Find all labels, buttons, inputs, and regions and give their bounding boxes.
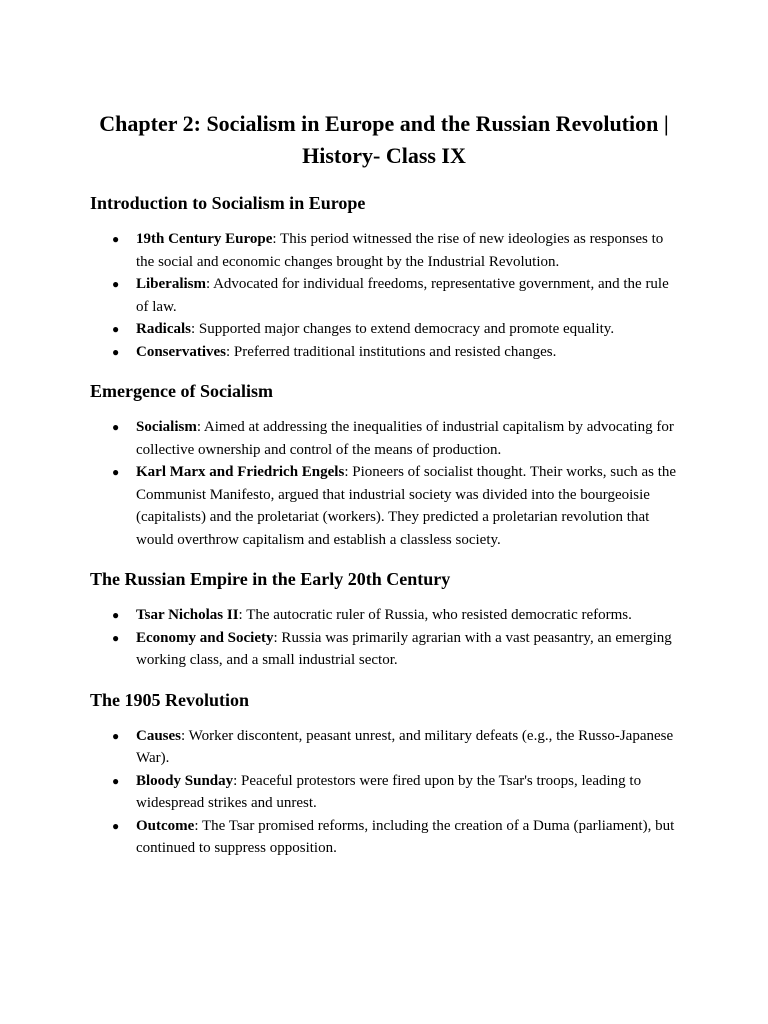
- list-item: [90, 461, 678, 551]
- list-item-term: Economy and Society: [136, 629, 274, 646]
- list-item: [90, 627, 678, 672]
- section-heading-russian-empire: The Russian Empire in the Early 20th Century: [90, 569, 451, 589]
- list-item-term: Karl Marx and Friedrich Engels: [136, 464, 345, 480]
- bullet-icon: ●: [112, 344, 120, 359]
- list-item-text: : Supported major changes to extend democracy and promote equality.: [191, 321, 615, 337]
- list-item-text: : This period witnessed the rise of new ideologies as responses to the social and economic changes brought by the Industrial Revolution.: [136, 231, 664, 270]
- list-item: [90, 725, 678, 770]
- list-item-term: Outcome: [136, 817, 195, 834]
- list-item-term: Conservatives: [136, 343, 226, 360]
- list-item-text: : The autocratic ruler of Russia, who resisted democratic reforms.: [238, 607, 632, 623]
- list-item-term: Causes: [136, 727, 182, 744]
- list-item-term: Bloody Sunday: [136, 772, 234, 789]
- list-item-text: : Advocated for individual freedoms, representative government, and the rule of law.: [136, 276, 669, 315]
- document-title: Chapter 2: Socialism in Europe and the Russian Revolution | History- Class IX: [99, 111, 669, 168]
- list-item-term: Radicals: [136, 321, 192, 337]
- list-item: [90, 273, 678, 318]
- bullet-list-introduction: [90, 228, 678, 363]
- bullet-icon: ●: [112, 420, 120, 434]
- bullet-icon: ●: [112, 773, 120, 788]
- list-item-term: 19th Century Europe: [136, 231, 273, 247]
- list-item: [90, 416, 678, 461]
- section-heading-1905-revolution: The 1905 Revolution: [90, 689, 250, 710]
- list-item-term: Tsar Nicholas II: [136, 607, 239, 623]
- list-item: [90, 318, 678, 341]
- section-heading-emergence: Emergence of Socialism: [90, 381, 273, 401]
- bullet-icon: ●: [112, 818, 120, 833]
- section-heading-introduction: Introduction to Socialism in Europe: [90, 193, 366, 213]
- bullet-icon: ●: [112, 608, 120, 622]
- bullet-icon: ●: [112, 630, 120, 645]
- bullet-icon: ●: [112, 232, 120, 246]
- list-item-text: : Peaceful protestors were fired upon by the Tsar's troops, leading to widespread strikes and unrest.: [136, 772, 642, 811]
- list-item: [90, 770, 678, 815]
- bullet-list-russian-empire: [90, 604, 678, 672]
- list-item: [90, 228, 678, 273]
- list-item: [90, 815, 678, 860]
- list-item: [90, 604, 678, 627]
- list-item: [90, 341, 678, 364]
- bullet-icon: ●: [112, 277, 120, 291]
- list-item-text: : Worker discontent, peasant unrest, and military defeats (e.g., the Russo-Japanese War).: [136, 727, 674, 766]
- list-item-text: : Pioneers of socialist thought. Their works, such as the Communist Manifesto, argued that industrial society was divided into the bourgeoisie (capitalists) and the proletariat (workers). They predicted a proletarian revolution that would overthrow capitalism and establish a classless society.: [136, 464, 677, 548]
- list-item-term: Socialism: [136, 419, 197, 435]
- list-item-text: : Aimed at addressing the inequalities of industrial capitalism by advocating for collective ownership and control of the means of production.: [136, 419, 674, 458]
- bullet-list-emergence: [90, 416, 678, 551]
- list-item-text: : Russia was primarily agrarian with a vast peasantry, an emerging working class, and a small industrial sector.: [136, 629, 672, 668]
- list-item-term: Liberalism: [136, 276, 206, 292]
- bullet-icon: ●: [112, 322, 120, 336]
- list-item-text: : The Tsar promised reforms, including the creation of a Duma (parliament), but continued to suppress opposition.: [136, 817, 675, 856]
- bullet-icon: ●: [112, 465, 120, 479]
- bullet-icon: ●: [112, 728, 120, 743]
- list-item-text: : Preferred traditional institutions and resisted changes.: [226, 343, 557, 360]
- bullet-list-1905-revolution: [90, 725, 678, 860]
